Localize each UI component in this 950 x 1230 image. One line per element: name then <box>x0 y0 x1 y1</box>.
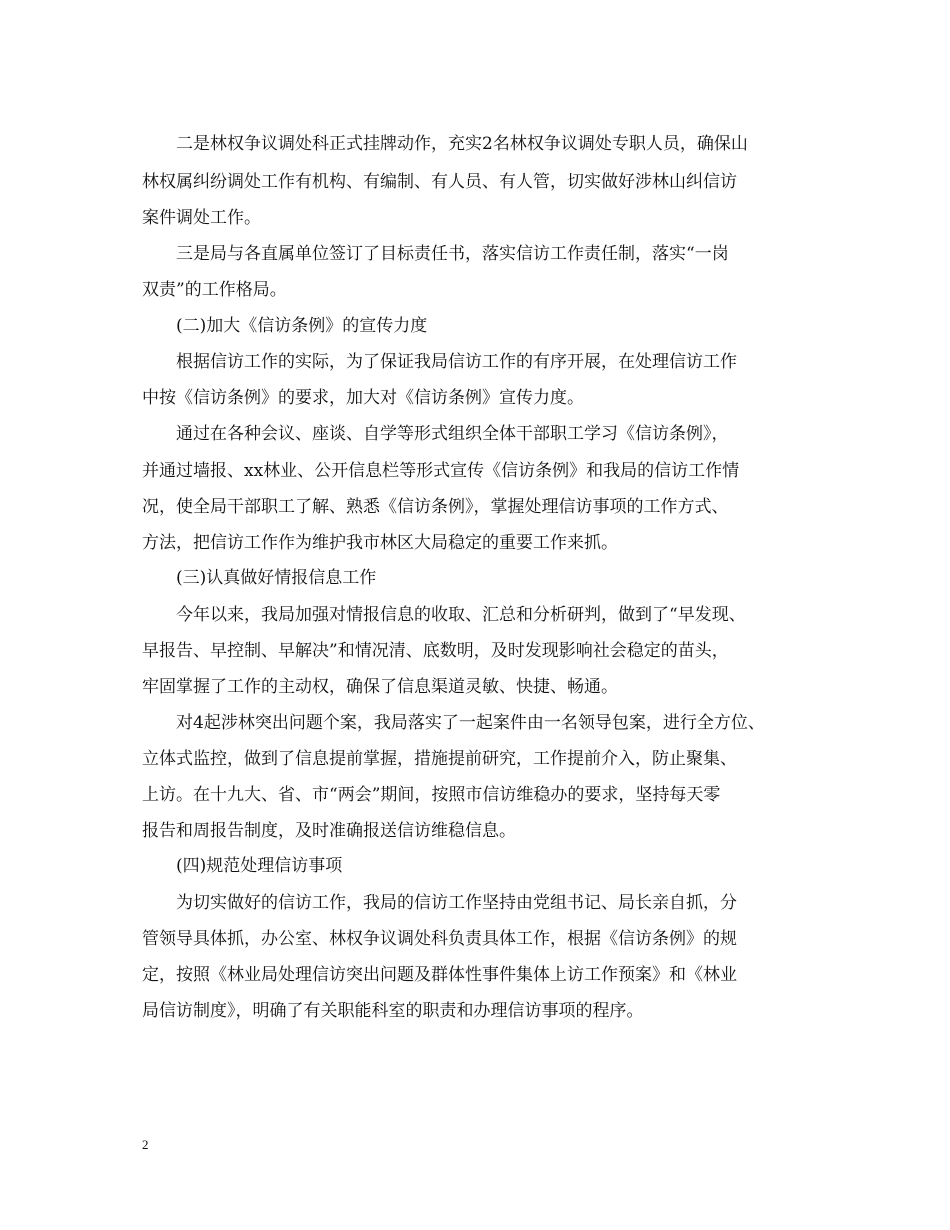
text-line: 林权属纠纷调处工作有机构、有编制、有人员、有人管，切实做好涉林山纠信访 <box>142 172 737 192</box>
text-line: 立体式监控，做到了信息提前掌握，措施提前研究，工作提前介入，防止聚集、 <box>142 749 737 769</box>
text-line: 早报告、早控制、早解决”和情况清、底数明，及时发现影响社会稳定的苗头， <box>142 641 729 661</box>
section-heading: (四)规范处理信访事项 <box>176 856 343 876</box>
text-line: 牢固掌握了工作的主动权，确保了信息渠道灵敏、快捷、畅通。 <box>142 677 618 697</box>
text-line: 上访。在十九大、省、市“两会”期间，按照市信访维稳办的要求，坚持每天零 <box>142 785 721 805</box>
text-line: 并通过墙报、xx林业、公开信息栏等形式宣传《信访条例》和我局的信访工作情 <box>142 461 740 481</box>
text-line: 局信访制度》，明确了有关职能科室的职责和办理信访事项的程序。 <box>142 1001 644 1021</box>
section-heading: (三)认真做好情报信息工作 <box>176 568 377 588</box>
text-line: 为切实做好的信访工作，我局的信访工作坚持由党组书记、局长亲自抓，分 <box>176 893 737 913</box>
page-number: 2 <box>142 1137 149 1152</box>
text-line: 案件调处工作。 <box>142 208 261 228</box>
text-line: 通过在各种会议、座谈、自学等形式组织全体干部职工学习《信访条例》， <box>176 424 729 444</box>
text-line: 根据信访工作的实际，为了保证我局信访工作的有序开展，在处理信访工作 <box>176 352 737 372</box>
text-line: 定，按照《林业局处理信访突出问题及群体性事件集体上访工作预案》和《林业 <box>142 965 737 985</box>
section-heading: (二)加大《信访条例》的宣传力度 <box>176 316 428 336</box>
text-line: 今年以来，我局加强对情报信息的收取、汇总和分析研判，做到了“早发现、 <box>176 605 746 625</box>
text-line: 中按《信访条例》的要求，加大对《信访条例》宣传力度。 <box>142 388 584 408</box>
text-line: 双责”的工作格局。 <box>142 280 287 300</box>
text-line: 三是局与各直属单位签订了目标责任书，落实信访工作责任制，落实“一岗 <box>176 244 729 264</box>
text-line: 报告和周报告制度，及时准确报送信访维稳信息。 <box>142 821 516 841</box>
text-line: 管领导具体抓，办公室、林权争议调处科负责具体工作，根据《信访条例》的规 <box>142 929 737 949</box>
text-line: 况，使全局干部职工了解、熟悉《信访条例》，掌握处理信访事项的工作方式、 <box>142 497 729 517</box>
text-line: 二是林权争议调处科正式挂牌动作，充实2名林权争议调处专职人员，确保山 <box>176 134 748 154</box>
text-line: 对4起涉林突出问题个案，我局落实了一起案件由一名领导包案，进行全方位、 <box>176 713 765 733</box>
text-line: 方法，把信访工作作为维护我市林区大局稳定的重要工作来抓。 <box>142 533 618 553</box>
